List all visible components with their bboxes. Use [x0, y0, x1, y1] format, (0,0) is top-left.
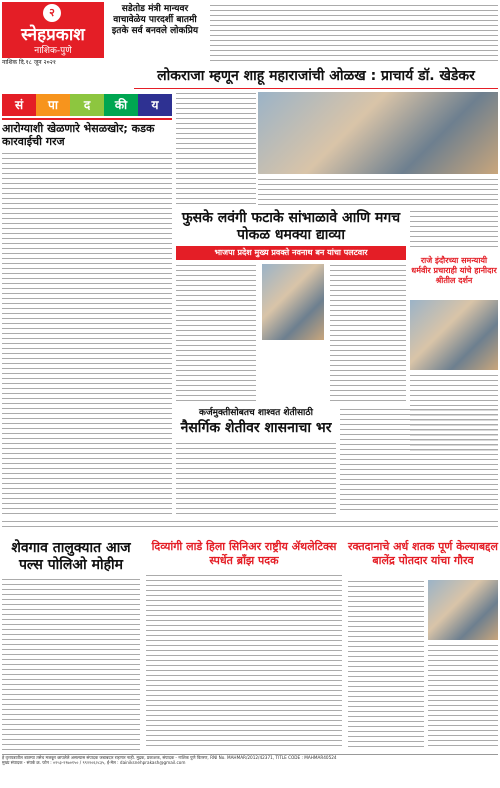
bottom-headline-3: रक्तदानाचे अर्ध शतक पूर्ण केल्याबद्दल बालेंद्र पोतदार यांचा गौरव: [348, 540, 498, 567]
divider: [134, 88, 498, 89]
paper-name: स्नेहप्रकाश: [21, 25, 85, 45]
right-text-top: [410, 210, 498, 250]
lead-text: [176, 92, 256, 204]
bottom-text-3: [348, 580, 424, 750]
bottom-text-1: [2, 578, 140, 750]
editorial-headline: आरोग्याशी खेळणारे भेसळखोर; कडक कारवाईची गरज: [2, 122, 155, 148]
footer-line-1: हे वृत्तपत्रातील बातम्या तसेच मजकूर छापलेले असल्यास संपादक जबाबदार राहणार नाही. मुद्रक, प्रकाशक, संपादक - नाशिक पुणे वितरण, RNI No. MAHMAR/2012/42371, TITLE CODE : MAHMAR40524: [2, 755, 337, 760]
event-photo: [258, 92, 498, 174]
editorial-letter: द: [70, 94, 104, 116]
bottom-headline-2: दिव्यांगी लाडे हिला सिनिअर राष्ट्रीय ॲथलेटिक्स स्पर्धेत ब्राँझ पदक: [151, 540, 337, 567]
editorial-letter: सं: [2, 94, 36, 116]
right-photo: [410, 300, 498, 370]
divider: [2, 118, 172, 120]
editorial-bar: [2, 94, 172, 116]
bottom-headline-1: शेवगाव तालुक्यात आज पल्स पोलिओ मोहीम: [11, 540, 131, 573]
footer-line-2: मुख्य संपादक - संपर्क क्र. फोन : ०२५३-२९७०१५० / ९९२२०६२८३५, ई-मेल : dainiksnehprakash@gmail.com: [2, 760, 186, 766]
masthead-tagline: सडेतोड मंत्री मान्यवर वाचावेळेय पारदर्शी बातमी इतके सर्व बनवले लोकप्रिय: [111, 4, 199, 36]
editorial-letter: य: [138, 94, 172, 116]
lead-text-2: [258, 178, 498, 206]
date-line: नाशिक दि.१८ जून २०२१: [2, 59, 56, 66]
right-text-2: [340, 408, 498, 514]
second-headline: फुसके लवंगी फटाके सांभाळावे आणि मगच पोकळ धमक्या द्याव्या: [181, 210, 401, 243]
second-text-2: [330, 264, 406, 404]
farming-text: [176, 442, 336, 514]
paper-city: नाशिक-पुणे: [34, 46, 72, 56]
award-photo: [428, 580, 498, 640]
editorial-text: [2, 152, 172, 514]
second-text: [176, 264, 256, 404]
top-article-text: [210, 4, 498, 64]
footer: [2, 754, 498, 787]
masthead-logo: [2, 2, 104, 58]
issue-number: २: [43, 4, 61, 22]
right-headline: राजे इंदौरच्या समन्यायी धर्मवीर प्रचाराही यांचे हानीदार श्रीतील दर्शन: [411, 256, 497, 285]
farming-kicker: कर्जमुक्तीसोबतच शाश्वत शेतीसाठी: [199, 408, 313, 418]
lead-headline: लोकराजा म्हणून शाहू महाराजांची ओळख : प्राचार्य डॉ. खेडेकर: [157, 68, 475, 84]
farming-headline: नैसर्गिक शेतीवर शासनाचा भर: [180, 420, 332, 436]
bottom-text-3b: [428, 644, 498, 750]
editorial-letter: की: [104, 94, 138, 116]
farming-text-2: [2, 520, 498, 528]
second-subheadline: भाजपा प्रदेश मुख्य प्रवक्ते नवनाथ बन यांचा पलटवार: [176, 246, 406, 260]
bottom-text-2: [146, 574, 342, 750]
person-photo: [262, 264, 324, 340]
editorial-letter: पा: [36, 94, 70, 116]
